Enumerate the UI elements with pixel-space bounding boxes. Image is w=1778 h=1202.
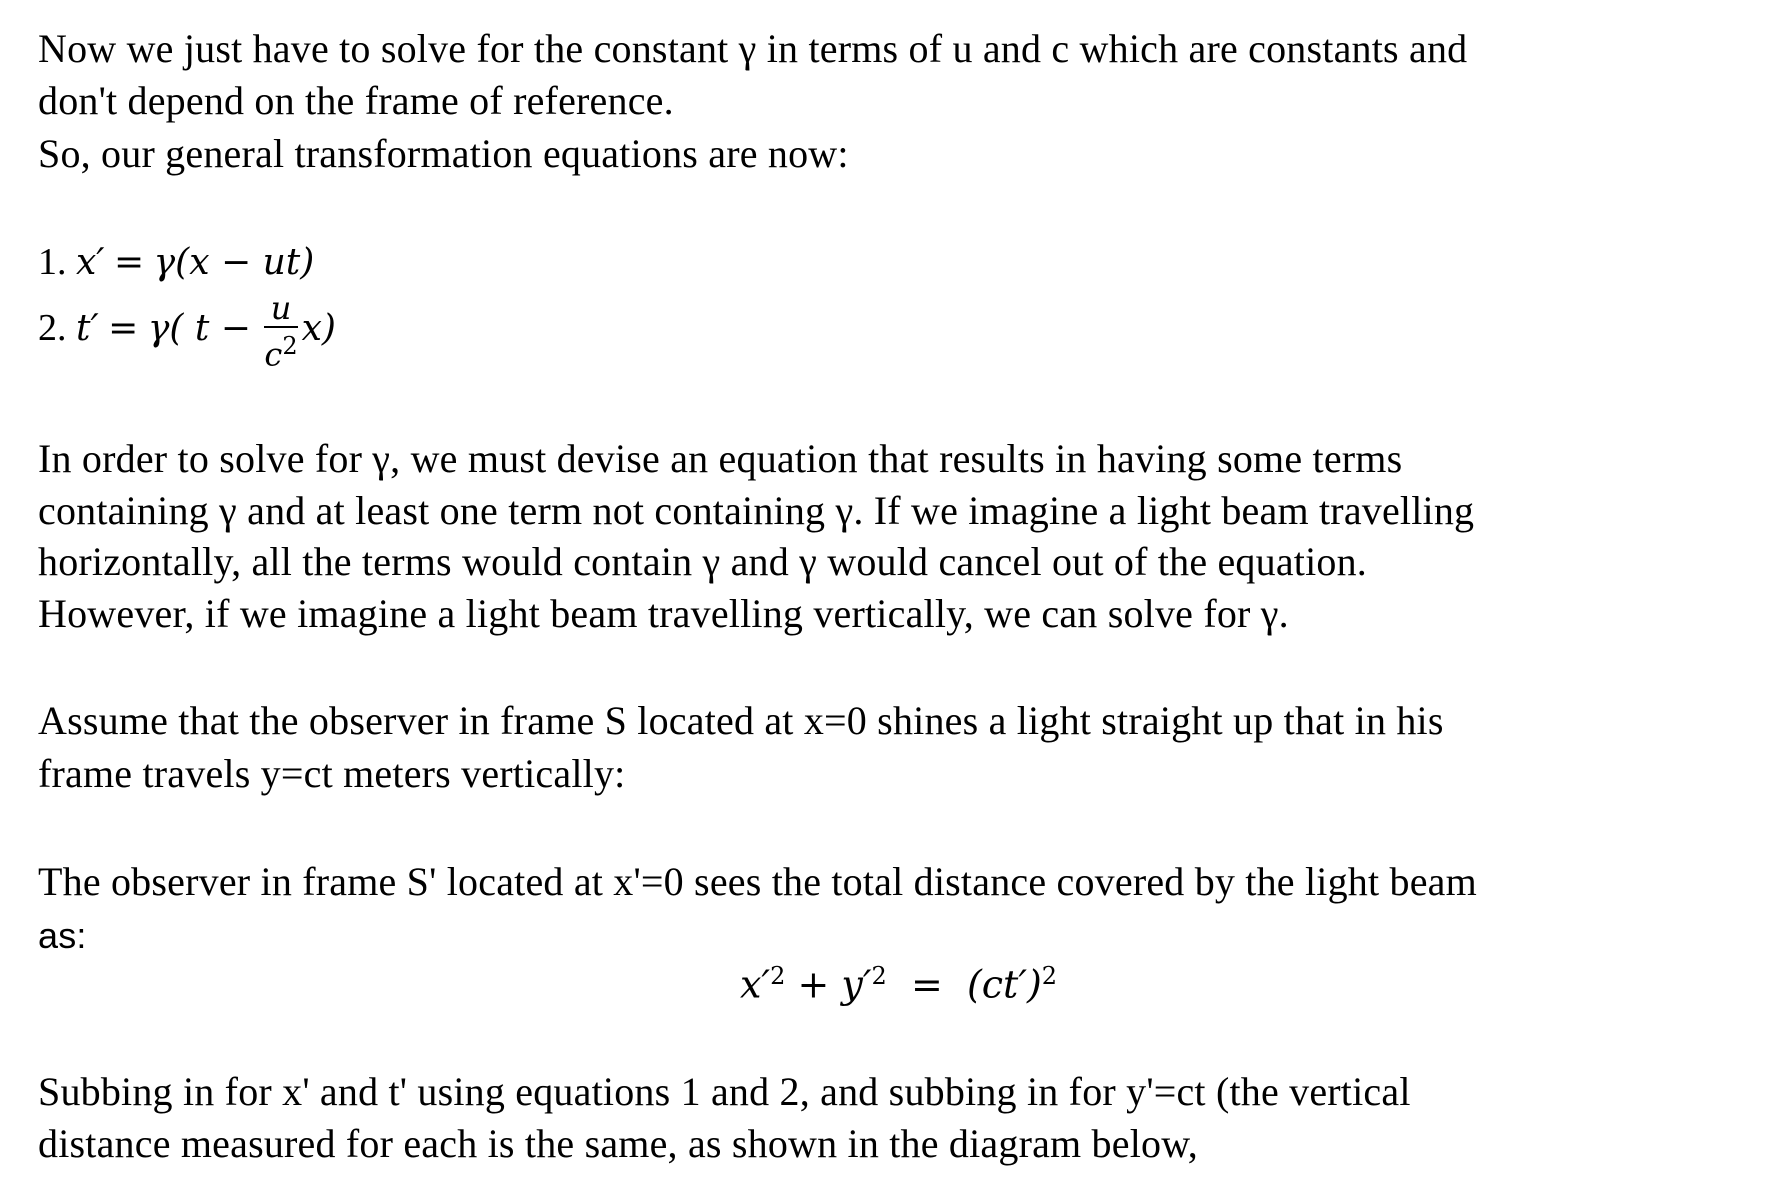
fraction-denominator — [264, 328, 297, 373]
eq-lhs: t′ — [76, 308, 99, 350]
centered-equation — [740, 962, 1057, 1007]
text-line: don't depend on the frame of reference. — [38, 78, 674, 123]
eq-rhs-end: x) — [301, 308, 336, 350]
eq-sign: = — [113, 242, 145, 283]
eq-rhs: γ(x − ut) — [153, 242, 315, 283]
equation-number: 1. — [38, 241, 67, 283]
text-line: distance measured for each is the same, as shown in the diagram below, — [38, 1121, 1198, 1166]
text-line: Subbing in for x' and t' using equations 1 and 2, and subbing in for y'=ct (the vertical — [38, 1069, 1411, 1114]
term-y: y′ — [841, 962, 872, 1007]
equation-number: 2. — [38, 307, 67, 350]
den-exponent: 2 — [282, 332, 298, 360]
term-x: x′ — [740, 962, 771, 1007]
text-line: frame travels y=ct meters vertically: — [38, 751, 626, 796]
equation-2 — [38, 290, 336, 373]
eq-sign: = — [108, 308, 139, 350]
text-line: containing γ and at least one term not containing γ. If we imagine a light beam travelling — [38, 488, 1475, 533]
exp: 2 — [1041, 962, 1058, 990]
text-line: Now we just have to solve for the constant γ in terms of u and c which are constants and — [38, 26, 1468, 71]
equation-1 — [38, 240, 314, 284]
text-line: Assume that the observer in frame S located at x=0 shines a light straight up that in his — [38, 698, 1444, 743]
eq-sign: = — [910, 962, 943, 1007]
fraction — [264, 290, 297, 373]
text-line: horizontally, all the terms would contain γ and γ would cancel out of the equation. — [38, 539, 1368, 584]
text-line: as: — [38, 915, 87, 956]
eq-lhs: x′ — [76, 242, 105, 283]
eq-rhs-start: γ( t − — [147, 308, 251, 350]
den-base: c — [264, 335, 283, 374]
text-line: The observer in frame S' located at x'=0 sees the total distance covered by the light beam — [38, 859, 1477, 904]
plus-sign: + — [797, 962, 830, 1007]
text-line: In order to solve for γ, we must devise an equation that results in having some terms — [38, 436, 1403, 481]
term-rhs: (ct′) — [966, 962, 1042, 1007]
fraction-numerator: u — [264, 290, 297, 328]
text-line: So, our general transformation equations are now: — [38, 131, 849, 176]
text-line: However, if we imagine a light beam travelling vertically, we can solve for γ. — [38, 591, 1289, 636]
exp: 2 — [770, 962, 786, 990]
exp: 2 — [871, 962, 887, 990]
